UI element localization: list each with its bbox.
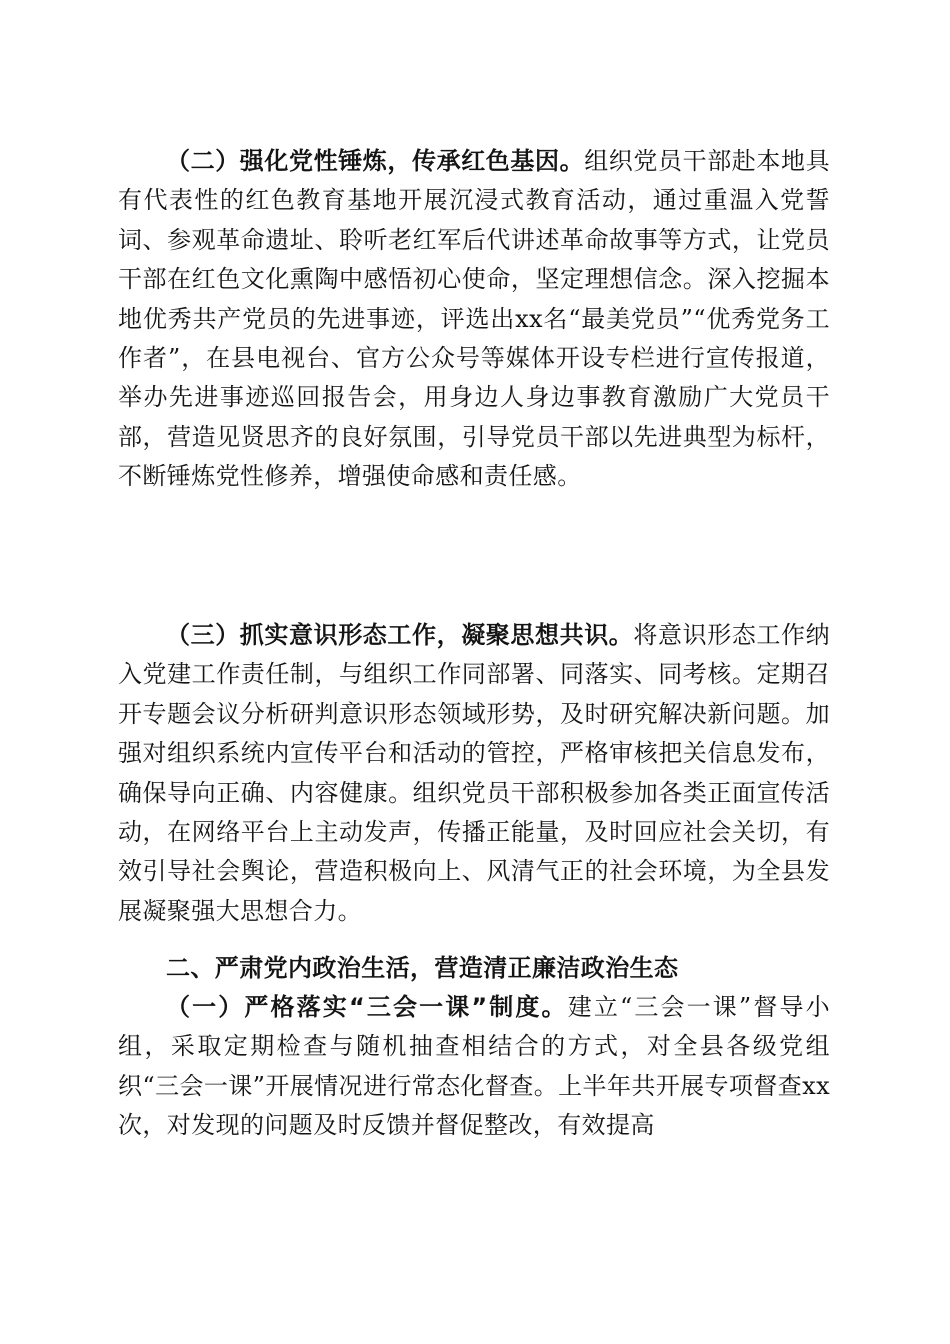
paragraph-body: 组织党员干部赴本地具有代表性的红色教育基地开展沉浸式教育活动，通过重温入党誓词、参观革命遗址、聆听老红军后代讲述革命故事等方式，让党员干部在红色文化熏陶中感悟初心使命，坚定理想信念。深入挖掘本地优秀共产党员的先进事迹，评选出xx名“最美党员”“优秀党务工作者”，在县电视台、官方公众号等媒体开设专栏进行宣传报道，举办先进事迹巡回报告会，用身边人身边事教育激励广大党员干部，营造见贤思齐的良好氛围，引导党员干部以先进典型为标杆，不断锤炼党性修养，增强使命感和责任感。 (118, 147, 830, 491)
paragraph-lead: （一）严格落实“三会一课”制度。 (166, 993, 568, 1021)
paragraph-body: 建立“三会一课”督导小组，采取定期检查与随机抽查相结合的方式，对全县各级党组织“三会一课”开展情况进行常态化督查。上半年共开展专项督查xx次，对发现的问题及时反馈并督促整改，有效提高 (118, 993, 831, 1140)
paragraph-lead: （三）抓实意识形态工作，凝聚思想共识。 (166, 621, 634, 649)
paragraph-section-2 (118, 142, 830, 497)
paragraph-lead: （二）强化党性锤炼，传承红色基因。 (166, 147, 585, 175)
paragraph-subsection-1 (118, 988, 830, 1146)
section-heading: 二、严肃党内政治生活，营造清正廉洁政治生态 (166, 954, 679, 982)
paragraph-section-3 (118, 616, 830, 931)
paragraph-body: 将意识形态工作纳入党建工作责任制，与组织工作同部署、同落实、同考核。定期召开专题会议分析研判意识形态领域形势，及时研究解决新问题。加强对组织系统内宣传平台和活动的管控，严格审核把关信息发布，确保导向正确、内容健康。组织党员干部积极参加各类正面宣传活动，在网络平台上主动发声，传播正能量，及时回应社会关切，有效引导社会舆论，营造积极向上、风清气正的社会环境，为全县发展凝聚强大思想合力。 (118, 621, 830, 925)
